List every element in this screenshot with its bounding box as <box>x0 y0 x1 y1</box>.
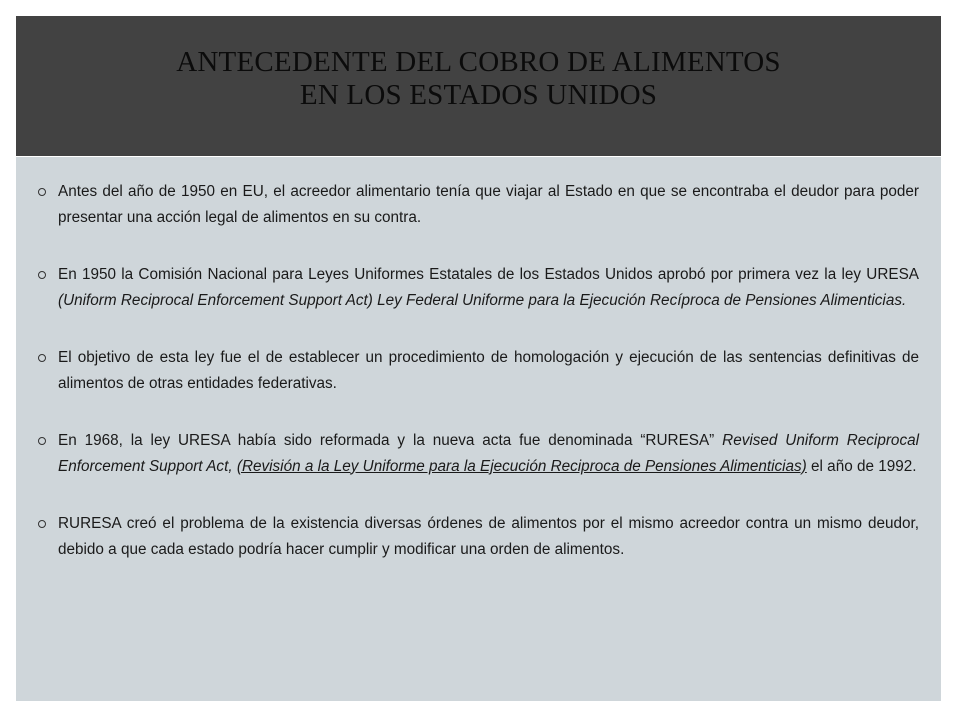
bullet-tail-text: el año de 1992. <box>806 457 917 475</box>
circle-bullet-icon <box>38 520 46 528</box>
circle-bullet-icon <box>38 354 46 362</box>
slide-title-line-1: ANTECEDENTE DEL COBRO DE ALIMENTOS <box>176 46 781 78</box>
title-band <box>16 16 941 156</box>
circle-bullet-icon <box>38 437 46 445</box>
bullet-text: En 1968, la ley URESA había sido reformada y la nueva acta fue denominada “RURESA” <box>58 432 723 449</box>
bullet-underlined-text: (Revisión a la Ley Uniforme para la Ejecución Reciproca de Pensiones Alimenticias) <box>236 457 807 475</box>
bullet-item-2 <box>38 262 919 313</box>
bullet-item-5 <box>38 511 919 562</box>
bullet-item-4 <box>38 428 919 479</box>
circle-bullet-icon <box>38 188 46 196</box>
bullet-text: Antes del año de 1950 en EU, el acreedor alimentario tenía que viajar al Estado en que se encontraba el deudor para poder presentar una acción legal de alimentos en su contra. <box>58 183 919 226</box>
bullet-item-3 <box>38 345 919 396</box>
content-panel <box>16 157 941 701</box>
bullet-italic-text: Revised Uniform Reciprocal Enforcement Support Act, <box>58 432 919 475</box>
bullet-text: El objetivo de esta ley fue el de establecer un procedimiento de homologación y ejecución de las sentencias definitivas de alimentos de otras entidades federativas. <box>58 349 919 392</box>
slide-title-line-2: EN LOS ESTADOS UNIDOS <box>299 79 658 111</box>
bullet-list <box>38 179 919 562</box>
bullet-italic-text: (Uniform Reciprocal Enforcement Support Act) Ley Federal Uniforme para la Ejecución Recíproca de Pensiones Alimenticias. <box>58 291 907 309</box>
bullet-item-1 <box>38 179 919 230</box>
bullet-text: En 1950 la Comisión Nacional para Leyes Uniformes Estatales de los Estados Unidos aprobó por primera vez la ley URESA <box>58 266 919 283</box>
bullet-text: RURESA creó el problema de la existencia diversas órdenes de alimentos por el mismo acreedor contra un mismo deudor, debido a que cada estado podría hacer cumplir y modificar una orden de alimentos. <box>58 515 919 558</box>
circle-bullet-icon <box>38 271 46 279</box>
